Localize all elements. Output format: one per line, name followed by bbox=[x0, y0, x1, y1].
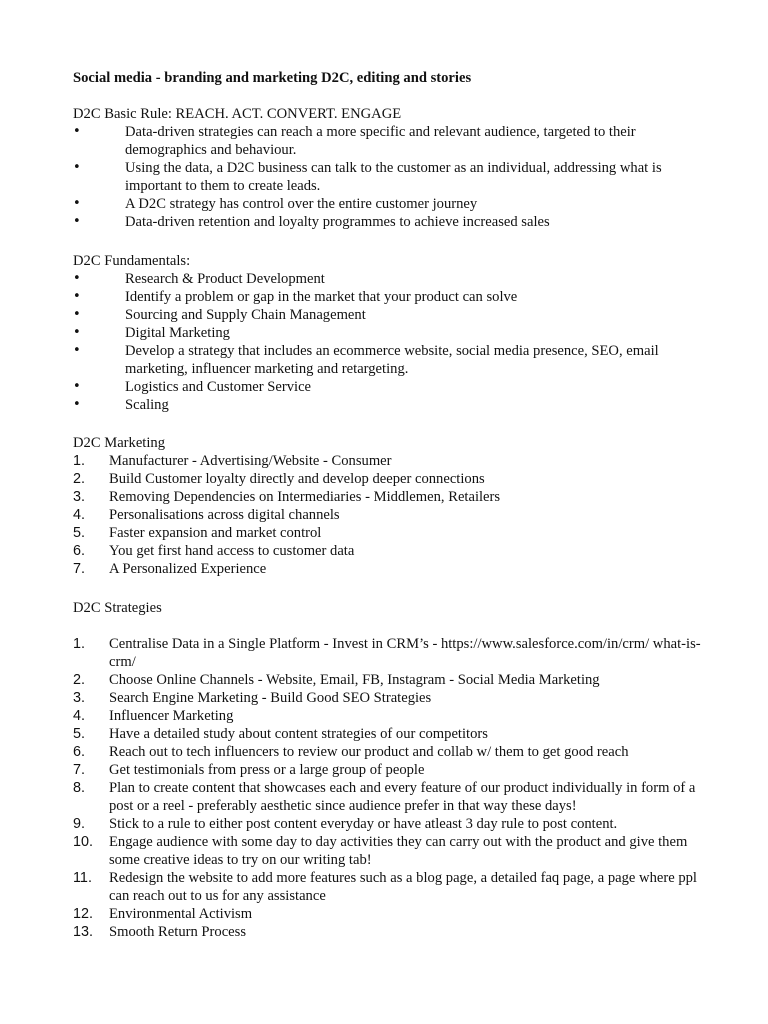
list-item bbox=[73, 306, 703, 324]
list-item-text: You get first hand access to customer data bbox=[109, 543, 355, 559]
list-item bbox=[73, 905, 703, 923]
list-item-text: Centralise Data in a Single Platform - Invest in CRM’s - https://www.salesforce.com/in/crm/ what-is-crm/ bbox=[109, 636, 701, 670]
bullet-icon: • bbox=[73, 160, 81, 175]
list-item bbox=[73, 542, 703, 560]
section-strategies bbox=[73, 599, 703, 941]
list-item-text: Engage audience with some day to day activities they can carry out with the product and give them some creative ideas to try on our writing tab! bbox=[109, 834, 688, 868]
list-item-text: Have a detailed study about content strategies of our competitors bbox=[109, 726, 488, 742]
list-item bbox=[73, 123, 703, 159]
list-item bbox=[73, 324, 703, 342]
bullet-icon: • bbox=[73, 289, 81, 304]
list-item bbox=[73, 470, 703, 488]
section-marketing bbox=[73, 434, 703, 578]
list-item-number: 9. bbox=[73, 816, 86, 832]
list-item-text: Research & Product Development bbox=[125, 271, 325, 287]
bullet-icon: • bbox=[73, 271, 81, 286]
list-item-number: 5. bbox=[73, 726, 86, 742]
list-item-text: Data-driven retention and loyalty programmes to achieve increased sales bbox=[125, 214, 550, 230]
list-item-number: 8. bbox=[73, 780, 86, 796]
list-item-text: A D2C strategy has control over the entire customer journey bbox=[125, 196, 478, 212]
list-item-text: Logistics and Customer Service bbox=[125, 379, 312, 395]
list-item-number: 7. bbox=[73, 762, 86, 778]
list-item-number: 7. bbox=[73, 561, 86, 577]
list-item-text: Faster expansion and market control bbox=[109, 525, 322, 541]
list-item bbox=[73, 815, 703, 833]
list-item-text: A Personalized Experience bbox=[109, 561, 267, 577]
bullet-icon: • bbox=[73, 307, 81, 322]
list-item bbox=[73, 707, 703, 725]
list-item-number: 3. bbox=[73, 690, 86, 706]
list-item-number: 4. bbox=[73, 507, 86, 523]
bullet-list-basic-rule bbox=[73, 123, 703, 231]
numbered-list-marketing bbox=[73, 452, 703, 578]
section-heading-basic-rule: D2C Basic Rule: REACH. ACT. CONVERT. ENGAGE bbox=[73, 106, 402, 122]
section-heading-strategies: D2C Strategies bbox=[73, 600, 162, 616]
list-item bbox=[73, 761, 703, 779]
list-item-text: Stick to a rule to either post content everyday or have atleast 3 day rule to post content. bbox=[109, 816, 618, 832]
list-item-text: Using the data, a D2C business can talk to the customer as an individual, addressing what is important to them to create leads. bbox=[125, 160, 662, 194]
section-heading-fundamentals: D2C Fundamentals: bbox=[73, 253, 191, 269]
list-item-text: Influencer Marketing bbox=[109, 708, 234, 724]
list-item-text: Scaling bbox=[125, 397, 169, 413]
list-item-text: Build Customer loyalty directly and develop deeper connections bbox=[109, 471, 485, 487]
list-item-number: 1. bbox=[73, 636, 86, 652]
list-item-text: Manufacturer - Advertising/Website - Consumer bbox=[109, 453, 392, 469]
list-item bbox=[73, 743, 703, 761]
list-item-number: 1. bbox=[73, 453, 86, 469]
list-item-text: Removing Dependencies on Intermediaries - Middlemen, Retailers bbox=[109, 489, 501, 505]
list-item bbox=[73, 524, 703, 542]
spacer bbox=[73, 617, 703, 635]
section-basic-rule bbox=[73, 105, 703, 231]
list-item-text: Get testimonials from press or a large group of people bbox=[109, 762, 425, 778]
list-item bbox=[73, 378, 703, 396]
bullet-icon: • bbox=[73, 343, 81, 358]
list-item bbox=[73, 671, 703, 689]
numbered-list-strategies bbox=[73, 635, 703, 941]
list-item bbox=[73, 689, 703, 707]
list-item-text: Choose Online Channels - Website, Email, FB, Instagram - Social Media Marketing bbox=[109, 672, 600, 688]
bullet-icon: • bbox=[73, 379, 81, 394]
list-item bbox=[73, 779, 703, 815]
document-title: Social media - branding and marketing D2C, editing and stories bbox=[73, 70, 472, 86]
list-item-number: 2. bbox=[73, 471, 86, 487]
list-item-number: 2. bbox=[73, 672, 86, 688]
bullet-icon: • bbox=[73, 325, 81, 340]
list-item bbox=[73, 725, 703, 743]
bullet-icon: • bbox=[73, 397, 81, 412]
list-item-number: 4. bbox=[73, 708, 86, 724]
list-item-number: 5. bbox=[73, 525, 86, 541]
list-item-text: Identify a problem or gap in the market that your product can solve bbox=[125, 289, 518, 305]
list-item bbox=[73, 833, 703, 869]
section-fundamentals bbox=[73, 252, 703, 414]
list-item bbox=[73, 270, 703, 288]
list-item bbox=[73, 288, 703, 306]
list-item bbox=[73, 560, 703, 578]
list-item-number: 11. bbox=[73, 870, 92, 886]
list-item-text: Develop a strategy that includes an ecommerce website, social media presence, SEO, email marketing, influencer marketing and retargeting. bbox=[125, 343, 659, 377]
list-item bbox=[73, 195, 703, 213]
list-item bbox=[73, 488, 703, 506]
list-item-text: Digital Marketing bbox=[125, 325, 230, 341]
list-item bbox=[73, 452, 703, 470]
list-item-number: 12. bbox=[73, 906, 94, 922]
list-item-text: Personalisations across digital channels bbox=[109, 507, 340, 523]
bullet-list-fundamentals bbox=[73, 270, 703, 414]
list-item-number: 6. bbox=[73, 543, 86, 559]
list-item-text: Data-driven strategies can reach a more specific and relevant audience, targeted to their demographics and behaviour. bbox=[125, 124, 636, 158]
list-item-text: Redesign the website to add more features such as a blog page, a detailed faq page, a page where ppl can reach out to us for any assistance bbox=[109, 870, 697, 904]
list-item bbox=[73, 506, 703, 524]
list-item bbox=[73, 159, 703, 195]
list-item-text: Search Engine Marketing - Build Good SEO Strategies bbox=[109, 690, 432, 706]
bullet-icon: • bbox=[73, 214, 81, 229]
list-item-number: 3. bbox=[73, 489, 86, 505]
list-item-number: 6. bbox=[73, 744, 86, 760]
list-item-number: 10. bbox=[73, 834, 94, 850]
section-heading-marketing: D2C Marketing bbox=[73, 435, 166, 451]
list-item-text: Smooth Return Process bbox=[109, 924, 247, 940]
list-item-text: Sourcing and Supply Chain Management bbox=[125, 307, 366, 323]
list-item bbox=[73, 213, 703, 231]
bullet-icon: • bbox=[73, 196, 81, 211]
list-item bbox=[73, 396, 703, 414]
list-item-text: Reach out to tech influencers to review our product and collab w/ them to get good reach bbox=[109, 744, 629, 760]
list-item-number: 13. bbox=[73, 924, 94, 940]
list-item bbox=[73, 635, 703, 671]
list-item bbox=[73, 342, 703, 378]
bullet-icon: • bbox=[73, 124, 81, 139]
list-item bbox=[73, 923, 703, 941]
list-item bbox=[73, 869, 703, 905]
list-item-text: Plan to create content that showcases each and every feature of our product individually in form of a post or a reel - preferably aesthetic since audience prefer in that way these days! bbox=[109, 780, 696, 814]
list-item-text: Environmental Activism bbox=[109, 906, 253, 922]
